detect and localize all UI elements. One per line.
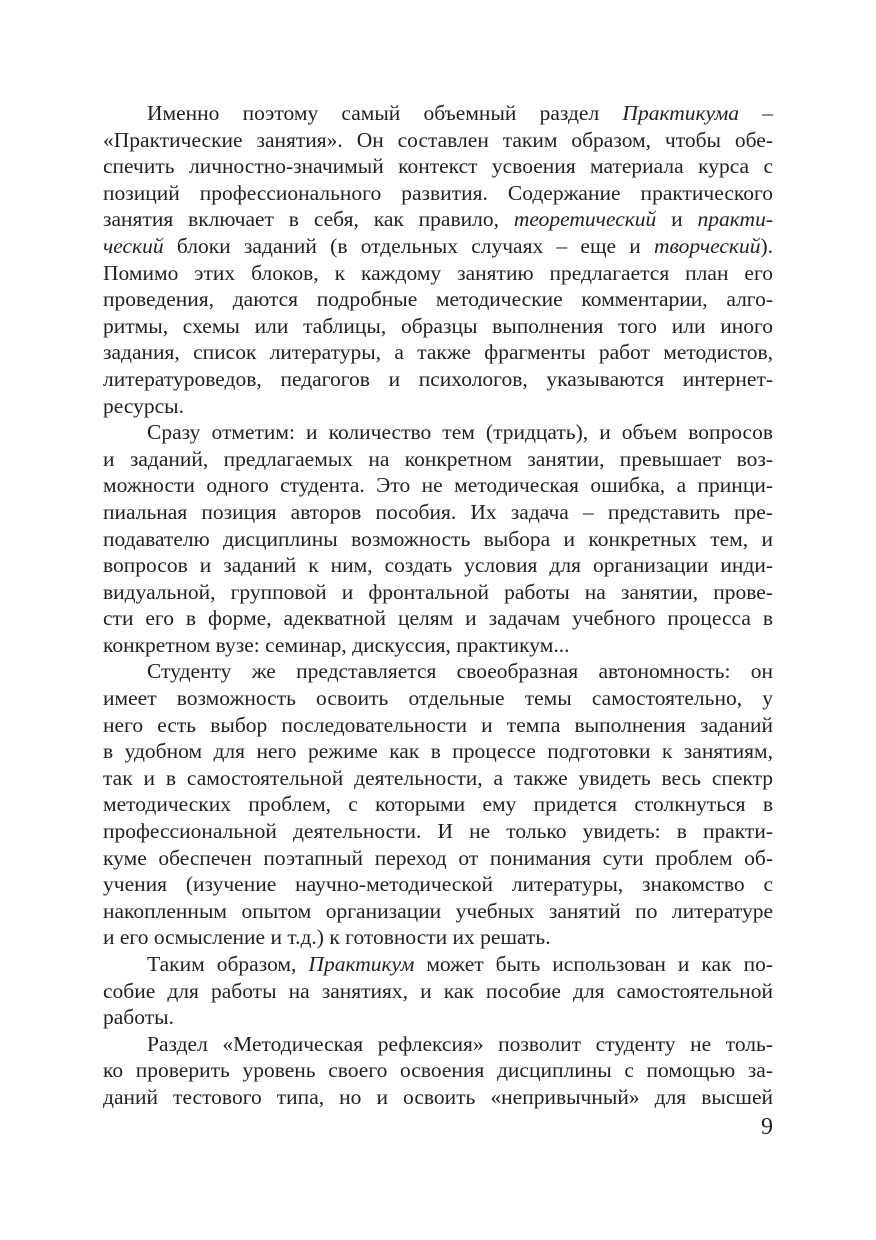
text-line (103, 1084, 773, 1111)
text-run: ). (760, 233, 773, 258)
paragraph (103, 100, 773, 419)
text-line (103, 446, 773, 473)
text-line (103, 552, 773, 579)
text-line (103, 1031, 773, 1058)
text-line (103, 180, 773, 207)
text-line (103, 100, 773, 127)
text-run: работы. (103, 1005, 174, 1030)
text-line (103, 233, 773, 260)
text-run: него есть выбор последовательности и темпа выполнения заданий (103, 712, 773, 737)
text-run: блоки заданий (в отдельных случаях – еще и (163, 233, 655, 258)
text-run: накопленным опытом организации учебных занятий по литературе (103, 898, 773, 923)
text-run: позиций профессионального развития. Содержание практического (103, 180, 773, 205)
text-run: пиальная позиция авторов пособия. Их задача – представить пре- (103, 499, 773, 524)
italic-term: теоретический (513, 207, 657, 232)
text-run: даний тестового типа, но и освоить «непривычный» для высшей (103, 1084, 773, 1109)
text-line (103, 685, 773, 712)
text-run: и его осмысление и т.д.) к готовности их решать. (103, 925, 551, 950)
text-run: спечить личностно-значимый контекст усвоения материала курса с (103, 154, 773, 179)
text-run: может быть использован и как по- (414, 952, 773, 976)
text-line (103, 260, 773, 287)
text-line (103, 605, 773, 632)
text-line (103, 579, 773, 606)
text-line (103, 127, 773, 154)
italic-term: творческий (654, 233, 761, 258)
text-run: имеет возможность освоить отдельные темы самостоятельно, у (103, 686, 773, 711)
text-line (103, 393, 773, 420)
text-line (103, 366, 773, 393)
text-run: видуальной, групповой и фронтальной работы на занятии, прове- (103, 579, 773, 604)
text-run: учения (изучение научно-методической литературы, знакомство с (103, 872, 773, 897)
text-run: куме обеспечен поэтапный переход от понимания сути проблем об- (103, 845, 773, 870)
text-run: – (739, 101, 774, 125)
text-run: Раздел «Методическая рефлексия» позволит студенту не толь- (147, 1031, 773, 1056)
text-run: и (656, 207, 698, 232)
text-line (103, 978, 773, 1005)
text-run: ритмы, схемы или таблицы, образцы выполнения того или иного (103, 313, 773, 338)
text-line (103, 738, 773, 765)
italic-term: Практикума (622, 101, 740, 125)
text-run: методических проблем, с которыми ему придется столкнуться в (103, 792, 773, 817)
text-run: занятия включает в себя, как правило, (103, 207, 514, 232)
text-line (103, 765, 773, 792)
text-line (103, 924, 773, 951)
text-run: Сразу отметим: и количество тем (тридцать), и объем вопросов (147, 420, 773, 445)
text-line (103, 499, 773, 526)
italic-term: ческий (103, 233, 164, 258)
text-run: можности одного студента. Это не методическая ошибка, а принци- (103, 473, 773, 498)
text-line (103, 206, 773, 233)
text-run: Помимо этих блоков, к каждому занятию предлагается план его (103, 260, 773, 285)
text-run: вопросов и заданий к ним, создать условия для организации инди- (103, 553, 773, 578)
paragraph (103, 951, 773, 1031)
text-line (103, 153, 773, 180)
text-line (103, 951, 773, 978)
italic-term: Практикум (308, 952, 415, 976)
text-run: ресурсы. (103, 393, 184, 418)
text-run: задания, список литературы, а также фрагменты работ методистов, (103, 340, 773, 365)
text-line (103, 712, 773, 739)
text-run: Таким образом, (147, 952, 309, 976)
text-run: подавателю дисциплины возможность выбора и конкретных тем, и (103, 526, 773, 551)
text-run: так и в самостоятельной деятельности, а также увидеть весь спектр (103, 765, 773, 790)
text-line (103, 871, 773, 898)
text-line (103, 1057, 773, 1084)
text-line (103, 339, 773, 366)
text-run: в удобном для него режиме как в процессе подготовки к занятиям, (103, 739, 773, 764)
text-line (103, 526, 773, 553)
text-line (103, 632, 773, 659)
paragraph (103, 419, 773, 658)
text-run: сти его в форме, адекватной целям и задачам учебного процесса в (103, 606, 773, 631)
paragraph (103, 1031, 773, 1111)
text-run: профессиональной деятельности. И не только увидеть: в практи- (103, 819, 773, 844)
text-line (103, 818, 773, 845)
text-run: собие для работы на занятиях, и как пособие для самостоятельной (103, 978, 773, 1003)
text-run: «Практические занятия». Он составлен таким образом, чтобы обе- (103, 127, 773, 152)
text-run: и заданий, предлагаемых на конкретном занятии, превышает воз- (103, 446, 773, 471)
text-line (103, 1004, 773, 1031)
text-line (103, 898, 773, 925)
text-run: конкретном вузе: семинар, дискуссия, практикум... (103, 632, 570, 657)
page-number: 9 (761, 1114, 773, 1140)
text-line (103, 791, 773, 818)
text-line (103, 419, 773, 446)
text-line (103, 845, 773, 872)
text-run: ко проверить уровень своего освоения дисциплины с помощью за- (103, 1058, 773, 1083)
text-line (103, 313, 773, 340)
text-run: Именно поэтому самый объемный раздел (147, 101, 623, 125)
paragraph (103, 658, 773, 951)
text-run: проведения, даются подробные методические комментарии, алго- (103, 287, 773, 312)
text-line (103, 658, 773, 685)
text-run: Студенту же представляется своеобразная автономность: он (147, 659, 773, 684)
text-line (103, 286, 773, 313)
italic-term: практи- (697, 207, 773, 232)
text-run: литературоведов, педагогов и психологов, указываются интернет- (103, 366, 773, 391)
text-line (103, 472, 773, 499)
page-body (103, 100, 773, 1111)
